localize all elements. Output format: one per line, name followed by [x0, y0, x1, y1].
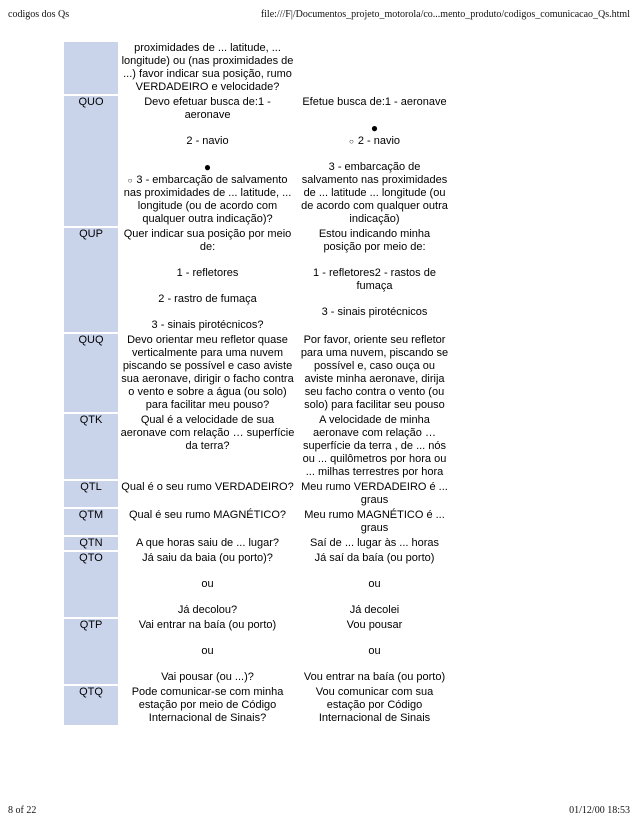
answer-line: ou	[368, 578, 381, 590]
answer-line: Efetue busca de:1 - aeronave	[302, 96, 447, 108]
question-line: Devo efetuar busca de:1 - aeronave	[144, 96, 271, 121]
answer-line: ou	[368, 645, 381, 657]
answer-line: Já saí da baía (ou porto)	[314, 552, 435, 564]
question-line: ou	[201, 578, 214, 590]
question-cell	[118, 228, 297, 332]
answer-cell: Vou comunicar com sua estação por Código Internacional de Sinais	[315, 686, 434, 724]
table-row	[64, 509, 452, 535]
question-line: 2 - rastro de fumaça	[158, 293, 257, 305]
code-cell: QTM	[64, 509, 118, 535]
question-cell: Qual é o seu rumo VERDADEIRO?	[121, 481, 294, 493]
print-timestamp: 01/12/00 18:53	[569, 805, 630, 816]
answer-cell	[297, 552, 452, 617]
list-item	[299, 135, 450, 148]
answer-cell: Meu rumo MAGNÉTICO é ... graus	[304, 509, 445, 534]
question-cell	[118, 619, 297, 684]
question-cell: Pode comunicar-se com minha estação por meio de Código Internacional de Sinais?	[131, 686, 284, 724]
question-line: Já decolou?	[177, 604, 238, 616]
table-row	[64, 481, 452, 507]
question-cell: A que horas saiu de ... lugar?	[135, 537, 280, 549]
code-cell: QTN	[64, 537, 118, 550]
header-title: codigos dos Qs	[8, 9, 70, 20]
q-codes-table	[64, 40, 452, 727]
question-line: Vai pousar (ou ...)?	[161, 671, 254, 683]
table-row	[64, 619, 452, 684]
question-line: 1 - refletores	[176, 267, 239, 279]
answer-cell: Por favor, oriente seu refletor para uma nuvem, piscando se possível e, caso ouça ou aviste minha aeronave, dirija seu facho contra o vento (ou solo) para facilitar seu pouso	[300, 334, 449, 411]
table-row	[64, 537, 452, 550]
hollow-bullet-icon: ○	[348, 137, 354, 146]
table-row	[64, 414, 452, 479]
question-line: Já saiu da baia (ou porto)?	[142, 552, 273, 564]
code-cell: QUO	[64, 96, 118, 226]
filled-bullet-icon: ●	[370, 121, 379, 135]
question-line: Vai entrar na baía (ou porto)	[138, 619, 277, 631]
answer-line: Estou indicando minha posição por meio de:	[318, 228, 431, 253]
question-line: 3 - sinais pirotécnicos?	[151, 319, 264, 331]
answer-line: 3 - embarcação de salvamento nas proximidades de ... latitude ... longitude (ou de acordo com qualquer outra indicação)	[301, 161, 448, 225]
question-line: 3 - embarcação de salvamento nas proximidades de ... latitude, ... longitude (ou de acordo com qualquer outra indicação)?	[123, 174, 292, 225]
question-cell	[118, 96, 297, 226]
hollow-bullet-icon: ○	[127, 176, 133, 185]
answer-line: 3 - sinais pirotécnicos	[321, 306, 428, 318]
list-item	[120, 174, 295, 226]
answer-line: Já decolei	[349, 604, 400, 616]
question-line: 2 - navio	[186, 135, 229, 147]
answer-cell: A velocidade de minha aeronave com relação … superfície da terra , de ... nós ou ... quilômetros por hora ou ... milhas terrestres por hora	[302, 414, 447, 478]
answer-line: 2 - navio	[357, 135, 401, 147]
code-cell: QTK	[64, 414, 118, 479]
page-counter: 8 of 22	[8, 805, 37, 816]
question-cell: Qual é a velocidade de sua aeronave com relação … superfície da terra?	[120, 414, 295, 452]
answer-line: Vou pousar	[346, 619, 403, 631]
table-row	[64, 96, 452, 226]
answer-cell	[297, 619, 452, 684]
answer-line: Vou entrar na baía (ou porto)	[303, 671, 446, 683]
filled-bullet-icon: ●	[203, 160, 212, 174]
code-cell: QUQ	[64, 334, 118, 412]
code-cell: QUP	[64, 228, 118, 332]
question-line: ou	[201, 645, 214, 657]
question-line: Quer indicar sua posição por meio de:	[123, 228, 292, 253]
answer-line: 1 - refletores2 - rastos de fumaça	[313, 267, 436, 292]
code-cell: QTL	[64, 481, 118, 507]
table-row	[64, 228, 452, 332]
answer-cell: Saí de ... lugar às ... horas	[309, 537, 439, 549]
code-cell: QTP	[64, 619, 118, 684]
code-cell	[64, 42, 118, 94]
table-row	[64, 334, 452, 412]
table-row	[64, 552, 452, 617]
answer-cell	[297, 42, 452, 94]
answer-cell	[297, 96, 452, 226]
question-cell: Qual é seu rumo MAGNÉTICO?	[128, 509, 287, 521]
question-cell: proximidades de ... latitude, ... longitude) ou (nas proximidades de ...) favor indicar sua posição, rumo VERDADEIRO e velocidade?	[121, 42, 294, 93]
answer-cell	[297, 228, 452, 332]
code-cell: QTO	[64, 552, 118, 617]
code-cell: QTQ	[64, 686, 118, 725]
table-row	[64, 686, 452, 725]
question-cell	[118, 552, 297, 617]
table-row	[64, 42, 452, 94]
header-file-path: file:///F|/Documentos_projeto_motorola/co...mento_produto/codigos_comunicacao_Qs.html	[260, 9, 630, 20]
answer-cell: Meu rumo VERDADEIRO é ... graus	[301, 481, 448, 506]
question-cell: Devo orientar meu refletor quase verticalmente para uma nuvem piscando se possível e caso aviste sua aeronave, dirigir o facho contra o vento e sobre a água (ou solo) para facilitar meu pouso?	[121, 334, 294, 411]
